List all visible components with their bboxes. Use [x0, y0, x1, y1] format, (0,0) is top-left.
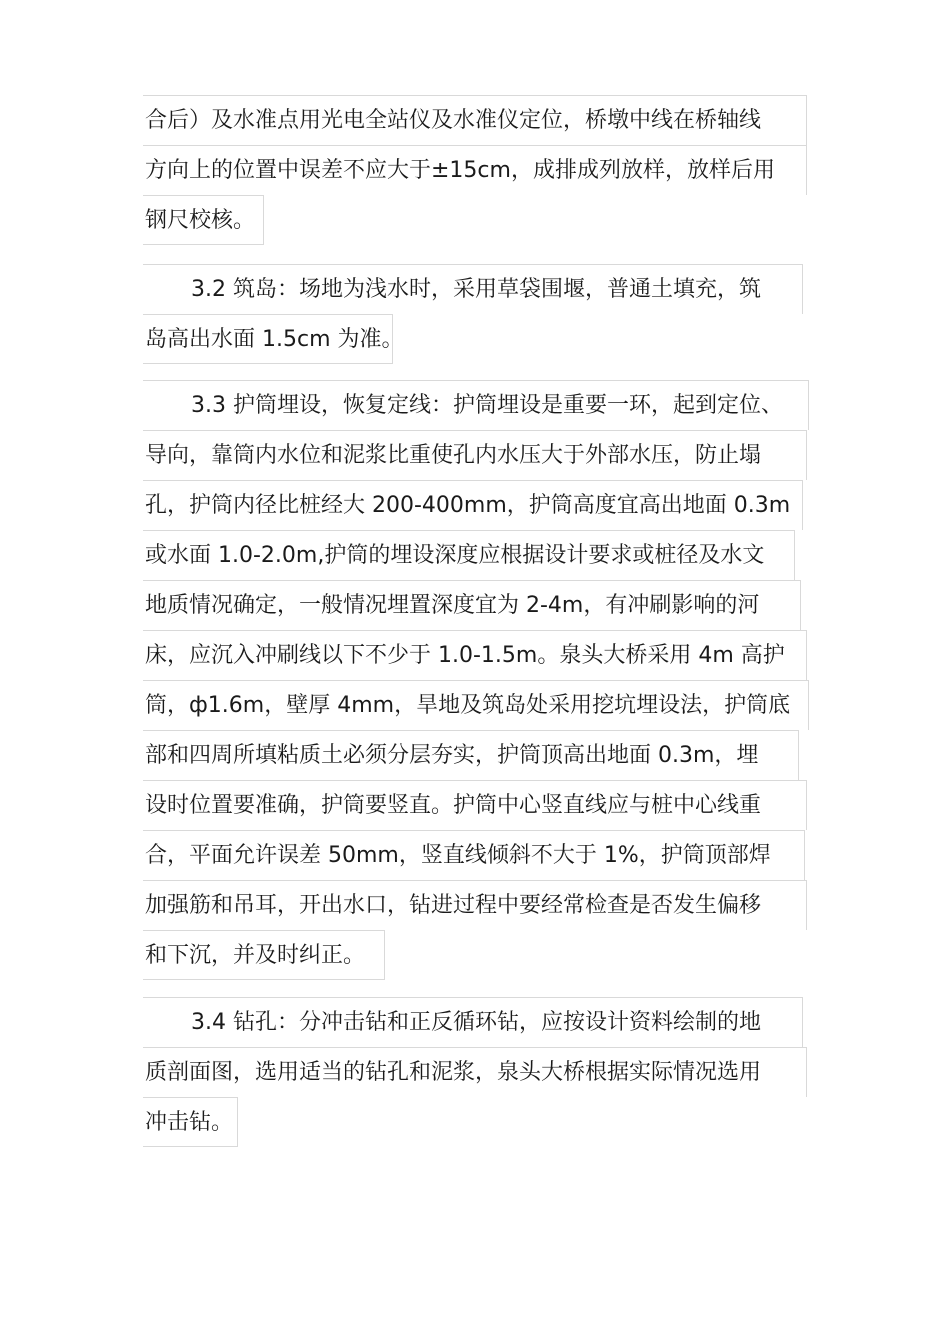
text-line: 3.4 钻孔：分冲击钻和正反循环钻，应按设计资料绘制的地 — [143, 997, 803, 1047]
text-line: 合，平面允许误差 50mm，竖直线倾斜不大于 1%，护筒顶部焊 — [143, 830, 805, 880]
text-line: 地质情况确定，一般情况埋置深度宜为 2-4m，有冲刷影响的河 — [143, 580, 801, 630]
text-line: 加强筋和吊耳，开出水口，钻进过程中要经常检查是否发生偏移 — [143, 880, 807, 930]
text-line: 钢尺校核。 — [143, 195, 264, 245]
text-line: 床，应沉入冲刷线以下不少于 1.0-1.5m。泉头大桥采用 4m 高护 — [143, 630, 807, 680]
text-line: 孔，护筒内径比桩经大 200-400mm，护筒高度宜高出地面 0.3m — [143, 480, 803, 530]
text-line: 导向，靠筒内水位和泥浆比重使孔内水压大于外部水压，防止塌 — [143, 430, 807, 480]
text-line: 岛高出水面 1.5cm 为准。 — [143, 314, 393, 364]
paragraph-3-4-drilling — [143, 997, 807, 1147]
text-line: 3.2 筑岛：场地为浅水时，采用草袋围堰，普通土填充，筑 — [143, 264, 803, 314]
text-line: 筒，ф1.6m，壁厚 4mm，旱地及筑岛处采用挖坑埋设法，护筒底 — [143, 680, 809, 730]
text-line: 合后）及水准点用光电全站仪及水准仪定位，桥墩中线在桥轴线 — [143, 95, 807, 145]
text-line: 质剖面图，选用适当的钻孔和泥浆，泉头大桥根据实际情况选用 — [143, 1047, 807, 1097]
text-line: 和下沉，并及时纠正。 — [143, 930, 385, 980]
text-line: 设时位置要准确，护筒要竖直。护筒中心竖直线应与桩中心线重 — [143, 780, 807, 830]
text-line: 方向上的位置中误差不应大于±15cm，成排成列放样，放样后用 — [143, 145, 807, 195]
text-line: 部和四周所填粘质土必须分层夯实，护筒顶高出地面 0.3m，埋 — [143, 730, 799, 780]
paragraph-3-3-casing — [143, 380, 809, 980]
text-line: 或水面 1.0-2.0m,护筒的埋设深度应根据设计要求或桩径及水文 — [143, 530, 795, 580]
paragraph-survey-positioning — [143, 95, 807, 245]
text-line: 冲击钻。 — [143, 1097, 238, 1147]
text-line: 3.3 护筒埋设，恢复定线：护筒埋设是重要一环，起到定位、 — [143, 380, 809, 430]
paragraph-3-2-island — [143, 264, 803, 364]
